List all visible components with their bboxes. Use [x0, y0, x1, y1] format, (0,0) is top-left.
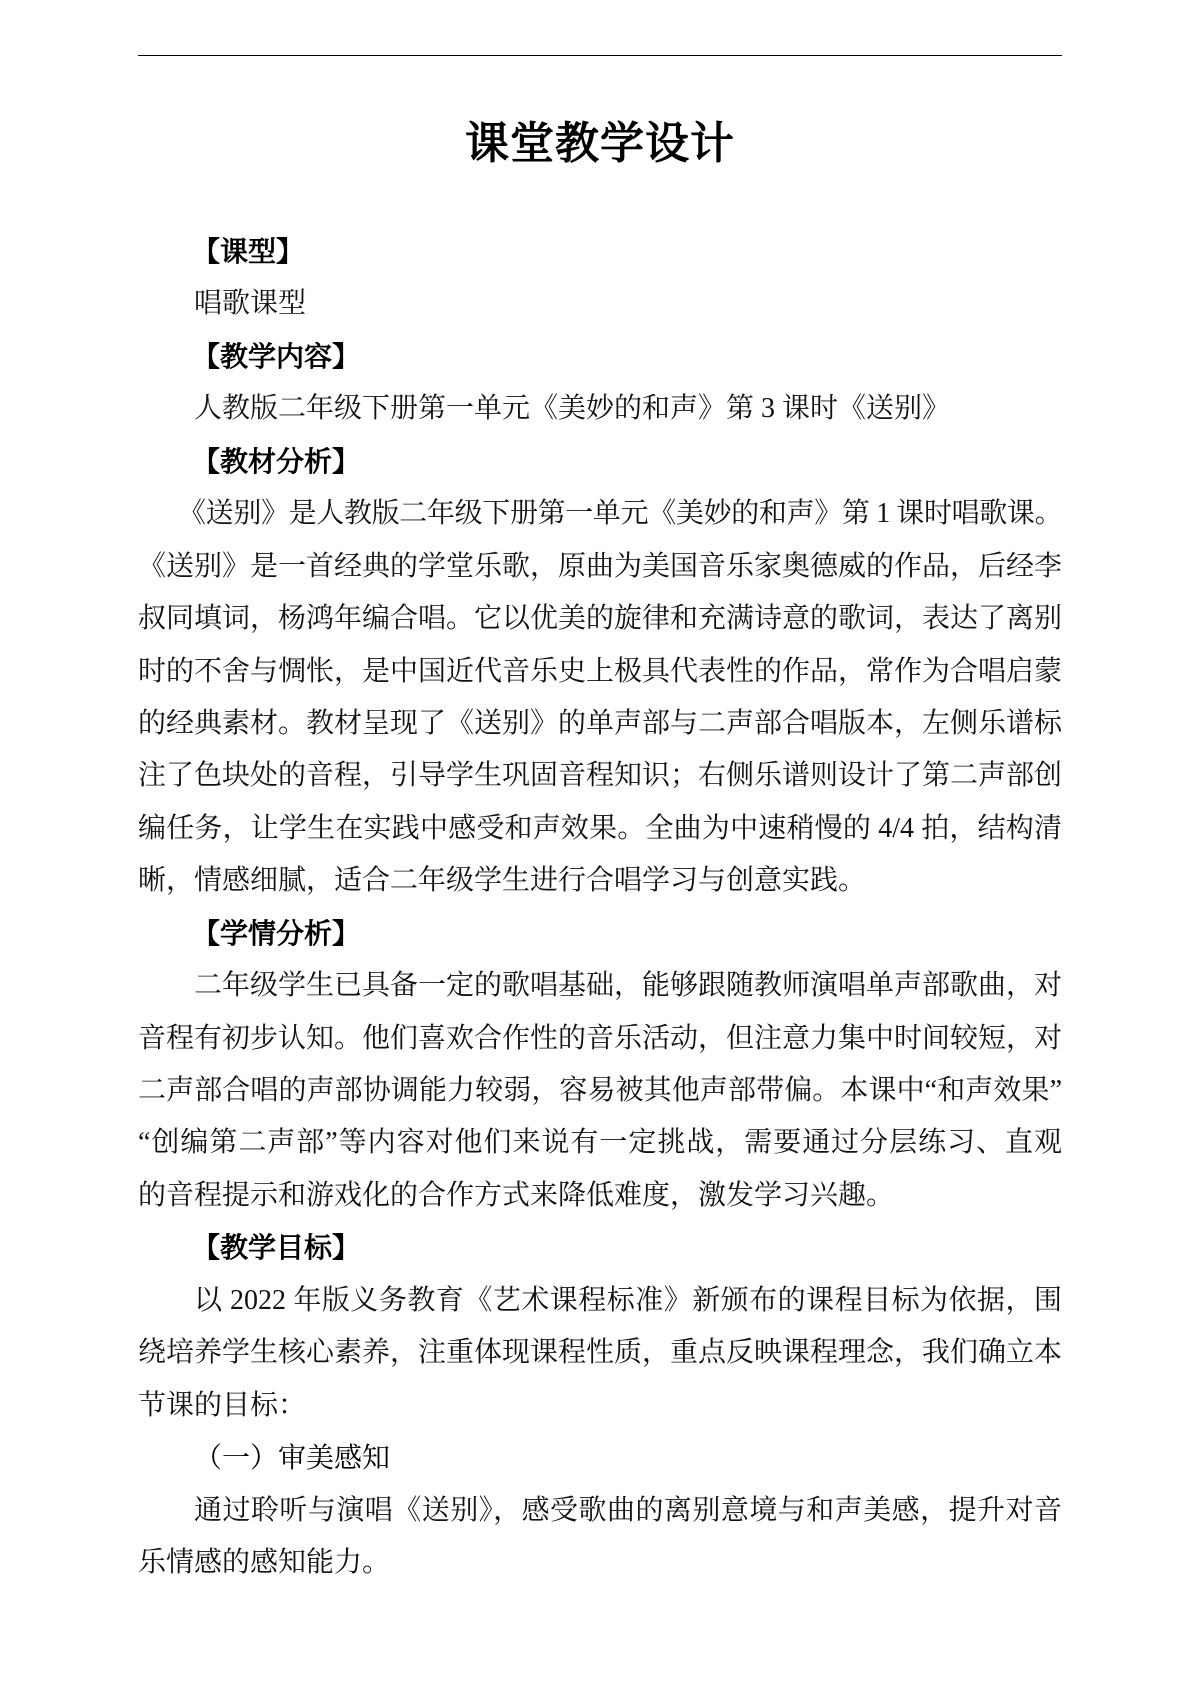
body-line: 时的不舍与惆怅，是中国近代音乐史上极具代表性的作品，常作为合唱启蒙	[138, 655, 1062, 687]
body-line: 注了色块处的音程，引导学生巩固音程知识；右侧乐谱则设计了第二声部创	[138, 760, 1062, 792]
section-heading: 【教学目标】	[192, 1232, 361, 1264]
body-line: 以 2022 年版义务教育《艺术课程标准》新颁布的课程目标为依据，围	[194, 1284, 1062, 1316]
body-line: 《送别》是一首经典的学堂乐歌，原曲为美国音乐家奥德威的作品，后经李	[138, 550, 1062, 582]
body-line: 二声部合唱的声部协调能力较弱，容易被其他声部带偏。本课中“和声效果”	[138, 1075, 1062, 1106]
body-line: 唱歌课型	[194, 288, 307, 320]
body-line: 编任务，让学生在实践中感受和声效果。全曲为中速稍慢的 4/4 拍，结构清	[138, 812, 1062, 844]
body-line: 《送别》是人教版二年级下册第一单元《美妙的和声》第 1 课时唱歌课。	[178, 498, 1062, 530]
body-line: 叔同填词，杨鸿年编合唱。它以优美的旋律和充满诗意的歌词，表达了离别	[138, 603, 1062, 635]
section-heading: 【课型】	[192, 236, 305, 267]
body-line: “创编第二声部”等内容对他们来说有一定挑战，需要通过分层练习、直观	[138, 1127, 1062, 1159]
body-line: 人教版二年级下册第一单元《美妙的和声》第 3 课时《送别》	[194, 393, 951, 425]
section-heading: 【学情分析】	[192, 917, 361, 949]
section-student-analysis	[138, 908, 1062, 1223]
section-material-analysis	[138, 436, 1062, 908]
subsection-aesthetic-perception	[138, 1432, 1062, 1589]
header-rule	[138, 55, 1062, 56]
section-heading: 【教学内容】	[192, 340, 361, 372]
body-line: 的经典素材。教材呈现了《送别》的单声部与二声部合唱版本，左侧乐谱标	[138, 707, 1062, 739]
subsection-heading: （一）审美感知	[194, 1442, 391, 1474]
body-line: 通过聆听与演唱《送别》，感受歌曲的离别意境与和声美感，提升对音	[194, 1494, 1062, 1526]
body-line: 的音程提示和游戏化的合作方式来降低难度，激发学习兴趣。	[138, 1179, 895, 1211]
body-line: 二年级学生已具备一定的歌唱基础，能够跟随教师演唱单声部歌曲，对	[194, 970, 1062, 1002]
document-body	[138, 226, 1062, 1589]
section-heading: 【教材分析】	[192, 445, 361, 477]
body-line: 音程有初步认知。他们喜欢合作性的音乐活动，但注意力集中时间较短，对	[138, 1022, 1062, 1054]
section-lesson-type	[138, 226, 1062, 331]
body-line: 晰，情感细腻，适合二年级学生进行合唱学习与创意实践。	[138, 865, 867, 897]
section-teaching-content	[138, 331, 1062, 436]
section-teaching-goals	[138, 1222, 1062, 1589]
document-title: 课堂教学设计	[465, 119, 735, 168]
body-line: 绕培养学生核心素养，注重体现课程性质，重点反映课程理念，我们确立本	[138, 1337, 1062, 1369]
body-line: 乐情感的感知能力。	[138, 1546, 391, 1578]
body-line: 节课的目标：	[138, 1389, 307, 1421]
